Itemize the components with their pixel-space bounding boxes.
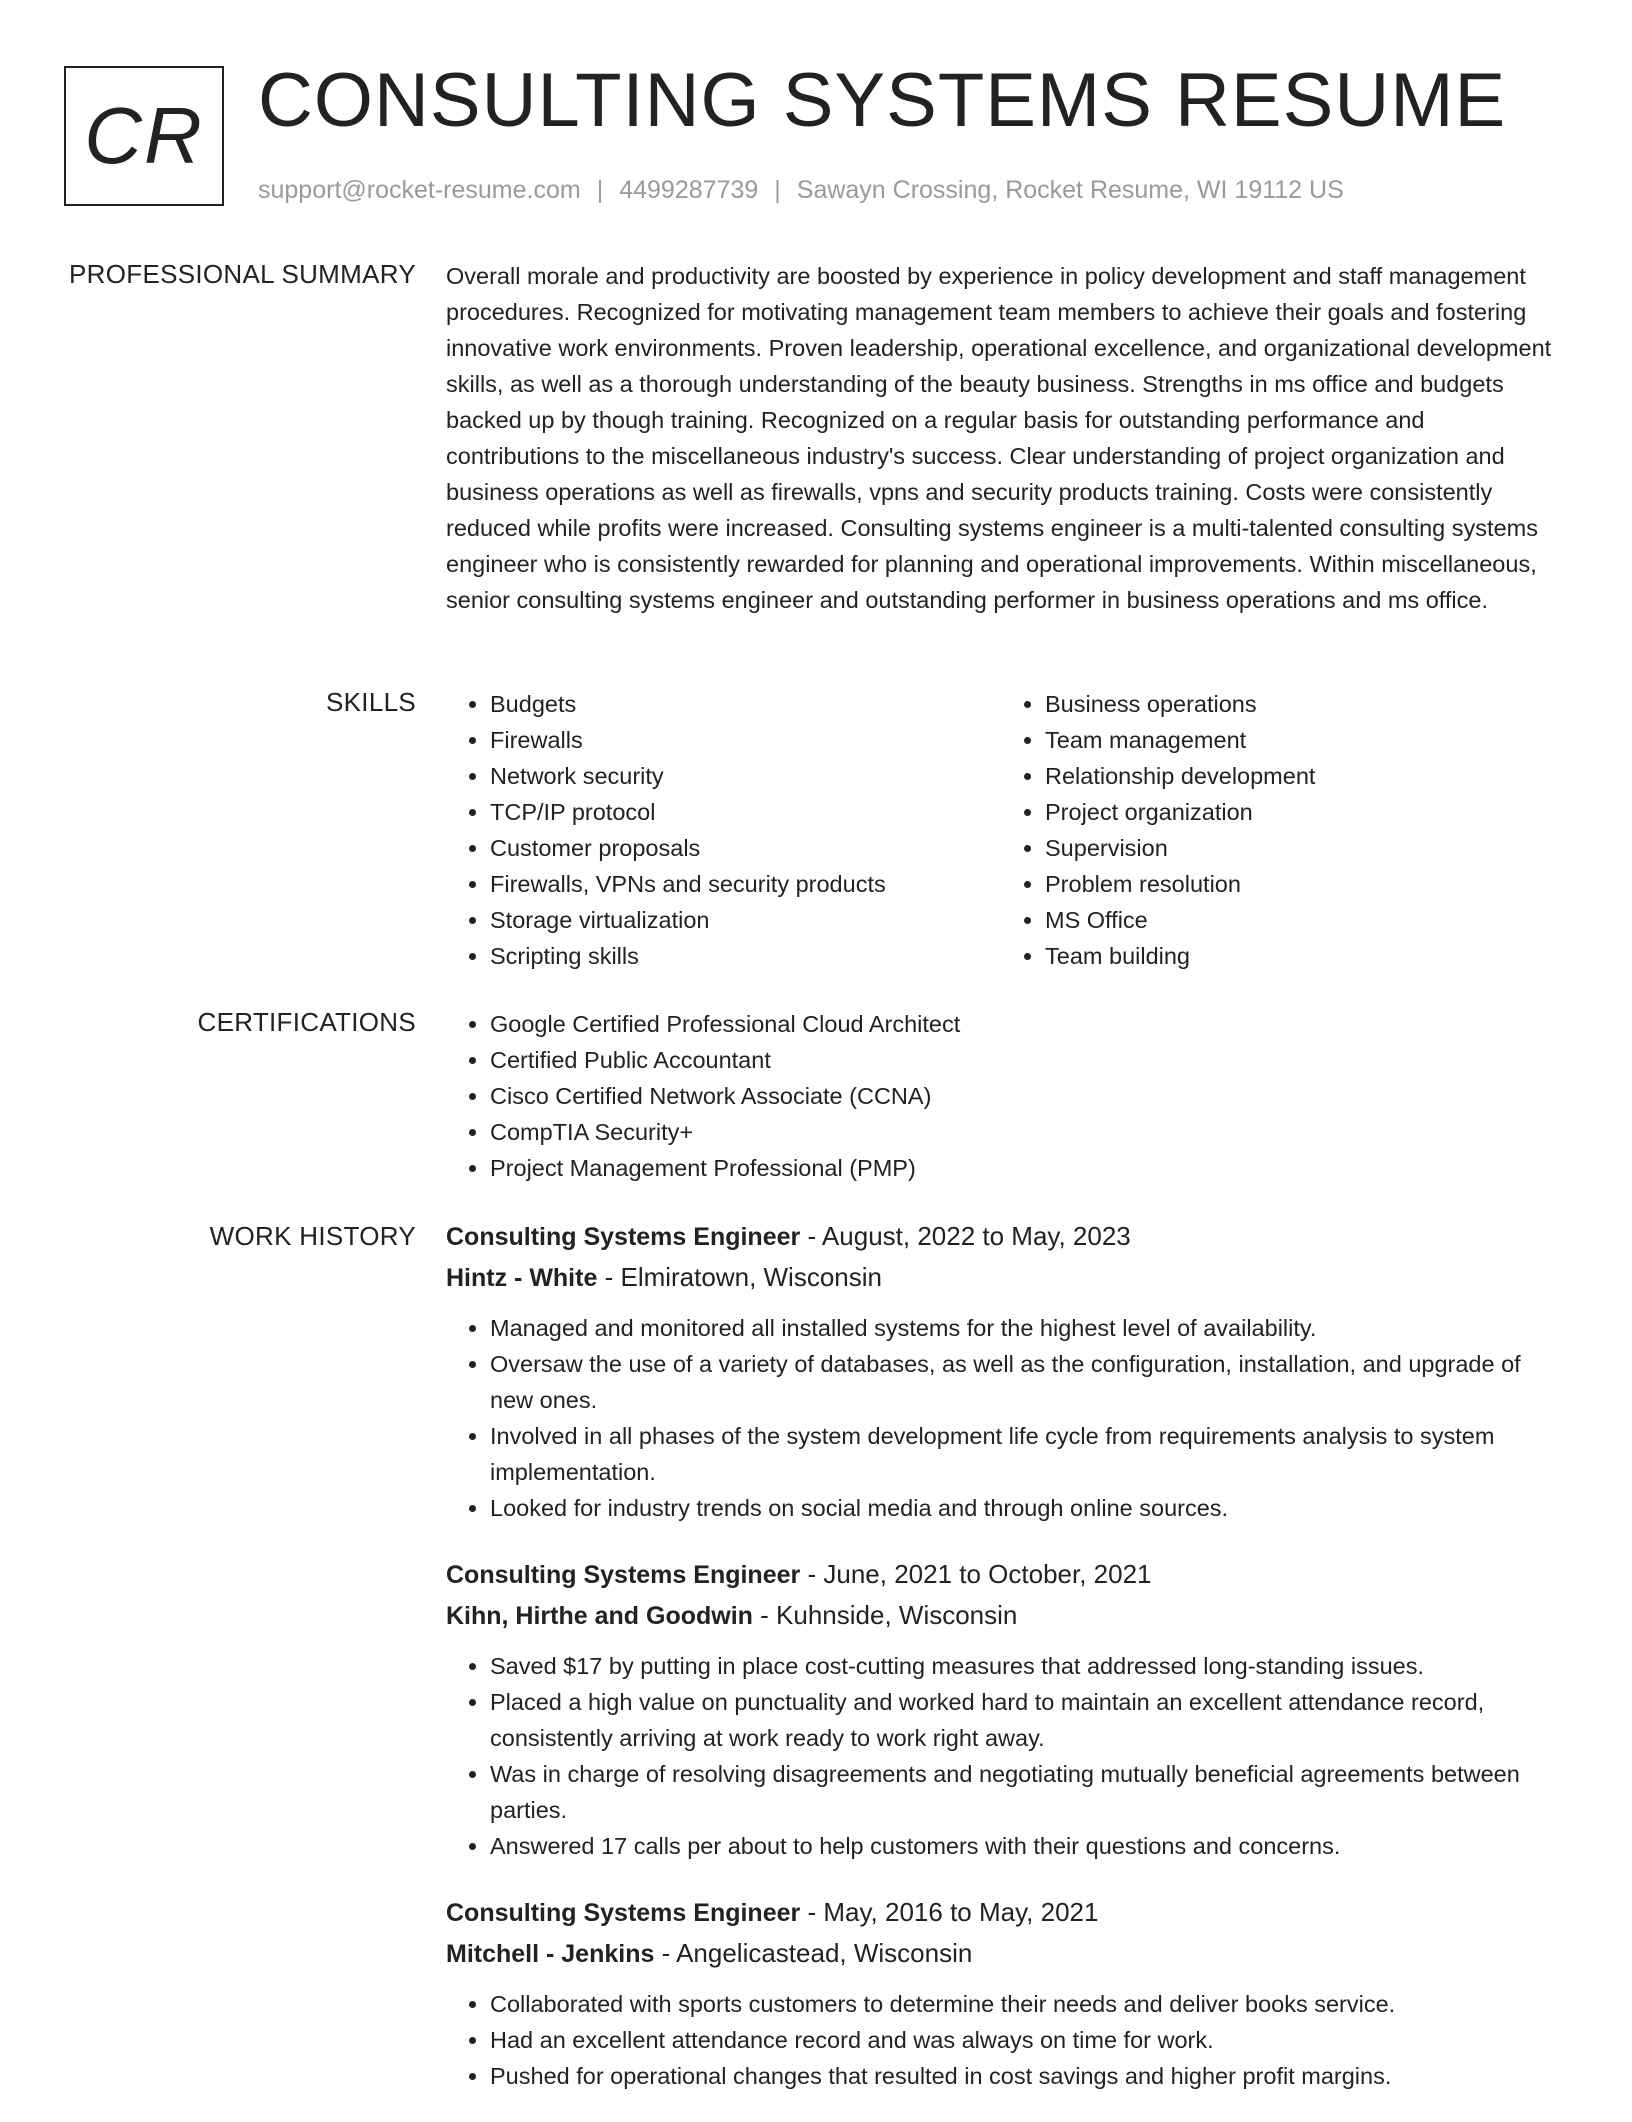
- job-title-line: [446, 1216, 1556, 1257]
- certifications-content: [446, 1006, 1556, 1186]
- job-entry: [446, 1892, 1556, 2094]
- job-bullets: [446, 1648, 1556, 1864]
- skill-item: • Problem resolution: [1045, 866, 1556, 902]
- contact-separator: |: [774, 176, 781, 204]
- summary-text: Overall morale and productivity are boosted by experience in policy development and staff management procedures. Recognized for motivating management team members to achieve their goals and fostering innovative work environments. Proven leadership, operational excellence, and organizational development skills, as well as a thorough understanding of the beauty business. Strengths in ms office and budgets backed up by though training. Recognized on a regular basis for outstanding performance and contributions to the miscellaneous industry's success. Clear understanding of project organization and business operations as well as firewalls, vpns and security products training. Costs were consistently reduced while profits were increased. Consulting systems engineer is a multi-talented consulting systems engineer who is consistently rewarded for planning and operational improvements. Within miscellaneous, senior consulting systems engineer and outstanding performer in business operations and ms office.: [446, 263, 1552, 613]
- skill-item: • Budgets: [490, 686, 1001, 722]
- certification-item: • Certified Public Accountant: [490, 1042, 1556, 1078]
- skill-item: • Firewalls, VPNs and security products: [490, 866, 1001, 902]
- job-location: - Kuhnside, Wisconsin: [760, 1600, 1018, 1630]
- skill-item: • Storage virtualization: [490, 902, 1001, 938]
- job-bullet: • Answered 17 calls per about to help customers with their questions and concerns.: [490, 1828, 1556, 1864]
- skill-item: • Team management: [1045, 722, 1556, 758]
- skill-item: • Project organization: [1045, 794, 1556, 830]
- job-dates: - May, 2016 to May, 2021: [807, 1897, 1099, 1927]
- skill-item: • Business operations: [1045, 686, 1556, 722]
- summary-heading: PROFESSIONAL SUMMARY: [69, 259, 416, 289]
- job-title: Consulting Systems Engineer: [446, 1561, 801, 1589]
- monogram-logo: CR: [64, 66, 224, 206]
- job-bullet: • Involved in all phases of the system development life cycle from requirements analysis to system implementation.: [490, 1418, 1556, 1490]
- job-company-line: [446, 1933, 1556, 1974]
- job-company-line: [446, 1595, 1556, 1636]
- job-dates: - June, 2021 to October, 2021: [807, 1559, 1152, 1589]
- job-bullet: • Oversaw the use of a variety of databases, as well as the configuration, installation, and upgrade of new ones.: [490, 1346, 1556, 1418]
- skill-item: • MS Office: [1045, 902, 1556, 938]
- job-title: Consulting Systems Engineer: [446, 1223, 801, 1251]
- certifications-heading: CERTIFICATIONS: [197, 1007, 416, 1037]
- skill-item: • TCP/IP protocol: [490, 794, 1001, 830]
- job-company: Kihn, Hirthe and Goodwin: [446, 1602, 753, 1630]
- job-title-line: [446, 1892, 1556, 1933]
- job-bullet: • Was in charge of resolving disagreements and negotiating mutually beneficial agreements between parties.: [490, 1756, 1556, 1828]
- skill-item: • Customer proposals: [490, 830, 1001, 866]
- skills-heading: SKILLS: [326, 687, 416, 717]
- skill-item: • Firewalls: [490, 722, 1001, 758]
- resume-title: CONSULTING SYSTEMS RESUME: [258, 58, 1507, 143]
- job-bullets: [446, 1986, 1556, 2094]
- skill-item: • Network security: [490, 758, 1001, 794]
- job-bullet: • Pushed for operational changes that resulted in cost savings and higher profit margins.: [490, 2058, 1556, 2094]
- certification-item: • Project Management Professional (PMP): [490, 1150, 1556, 1186]
- job-entry: [446, 1554, 1556, 1864]
- job-title-line: [446, 1554, 1556, 1595]
- job-bullets: [446, 1310, 1556, 1526]
- skill-item: • Relationship development: [1045, 758, 1556, 794]
- job-bullet: • Placed a high value on punctuality and worked hard to maintain an excellent attendance record, consistently arriving at work ready to work right away.: [490, 1684, 1556, 1756]
- job-bullet: • Managed and monitored all installed systems for the highest level of availability.: [490, 1310, 1556, 1346]
- job-company: Hintz - White: [446, 1264, 598, 1292]
- skill-item: • Scripting skills: [490, 938, 1001, 974]
- skill-item: • Team building: [1045, 938, 1556, 974]
- contact-address: Sawayn Crossing, Rocket Resume, WI 19112 US: [796, 176, 1344, 204]
- job-bullet: • Looked for industry trends on social media and through online sources.: [490, 1490, 1556, 1526]
- contact-phone[interactable]: 4499287739: [619, 176, 759, 204]
- job-entry: [446, 1216, 1556, 1526]
- skill-item: • Supervision: [1045, 830, 1556, 866]
- job-bullet: • Saved $17 by putting in place cost-cutting measures that addressed long-standing issues.: [490, 1648, 1556, 1684]
- contact-line: [258, 174, 1344, 206]
- certifications-list: [446, 1006, 1556, 1186]
- skills-columns: [446, 686, 1556, 974]
- job-location: - Elmiratown, Wisconsin: [604, 1262, 882, 1292]
- job-bullet: • Collaborated with sports customers to determine their needs and deliver books service.: [490, 1986, 1556, 2022]
- job-dates: - August, 2022 to May, 2023: [807, 1221, 1131, 1251]
- job-location: - Angelicastead, Wisconsin: [661, 1938, 973, 1968]
- job-title: Consulting Systems Engineer: [446, 1899, 801, 1927]
- certification-item: • Cisco Certified Network Associate (CCNA): [490, 1078, 1556, 1114]
- work-history-content: [446, 1216, 1556, 2122]
- work-history-heading: WORK HISTORY: [209, 1221, 416, 1251]
- job-bullet: • Had an excellent attendance record and was always on time for work.: [490, 2022, 1556, 2058]
- certification-item: • Google Certified Professional Cloud Architect: [490, 1006, 1556, 1042]
- contact-separator: |: [596, 176, 604, 204]
- job-company: Mitchell - Jenkins: [446, 1940, 655, 1968]
- certification-item: • CompTIA Security+: [490, 1114, 1556, 1150]
- skills-list-left: [446, 686, 1001, 974]
- contact-email[interactable]: support@rocket-resume.com: [258, 176, 581, 204]
- skills-list-right: [1001, 686, 1556, 974]
- job-company-line: [446, 1257, 1556, 1298]
